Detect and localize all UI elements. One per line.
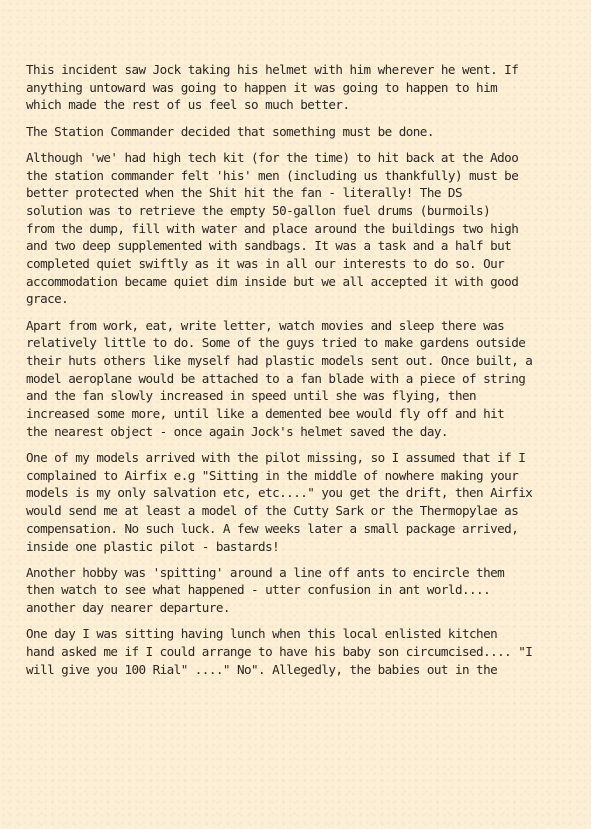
paragraph-airfix-pilot: One of my models arrived with the pilot missing, so I assumed that if I complained to Airfix e.g "Sitting in the middle of nowhere making your models is my only salvation etc, etc...." you get the drift, then Airfix would send me at least a model of the Cutty Sark or the Thermopylae as compensation. No such luck. A few weeks later a small package arrived, inside one plastic pilot - bastards! bbox=[26, 450, 533, 554]
paragraph-station-commander: The Station Commander decided that something must be done. bbox=[26, 123, 434, 139]
document-page bbox=[26, 61, 571, 687]
paragraph-fuel-drums: Although 'we' had high tech kit (for the time) to hit back at the Adoo the station commander felt 'his' men (including us thankfully) must be better protected when the Shit hit the fan - literally! The DS solution was to retrieve the empty 50-gallon fuel drums (burmoils) from the dump, fill with water and place around the buildings two high and two deep supplemented with sandbags. It was a task and a half but completed quiet swiftly as it was in all our interests to do so. Our accommodation became quiet dim inside but we all accepted it with good grace. bbox=[26, 149, 519, 307]
paragraph-kitchen-hand: One day I was sitting having lunch when this local enlisted kitchen hand asked me if I could arrange to have his baby son circumcised.... "I will give you 100 Rial" ...." No". Allegedly, the babies out in the bbox=[26, 626, 533, 677]
paragraph-jock-helmet: This incident saw Jock taking his helmet with him wherever he went. If anything untoward was going to happen it was going to happen to him which made the rest of us feel so much better. bbox=[26, 62, 519, 113]
paragraph-plastic-models: Apart from work, eat, write letter, watch movies and sleep there was relatively little to do. Some of the guys tried to make gardens outside their huts others like myself had plastic models sent out. Once built, a model aeroplane would be attached to a fan blade with a piece of string and the fan slowly increased in speed until she was flying, then increased some more, until like a demented bee would fly off and hit the nearest object - once again Jock's helmet saved the day. bbox=[26, 317, 533, 439]
paragraph-ants: Another hobby was 'spitting' around a line off ants to encircle them then watch to see what happened - utter confusion in ant world.... another day nearer departure. bbox=[26, 564, 505, 616]
